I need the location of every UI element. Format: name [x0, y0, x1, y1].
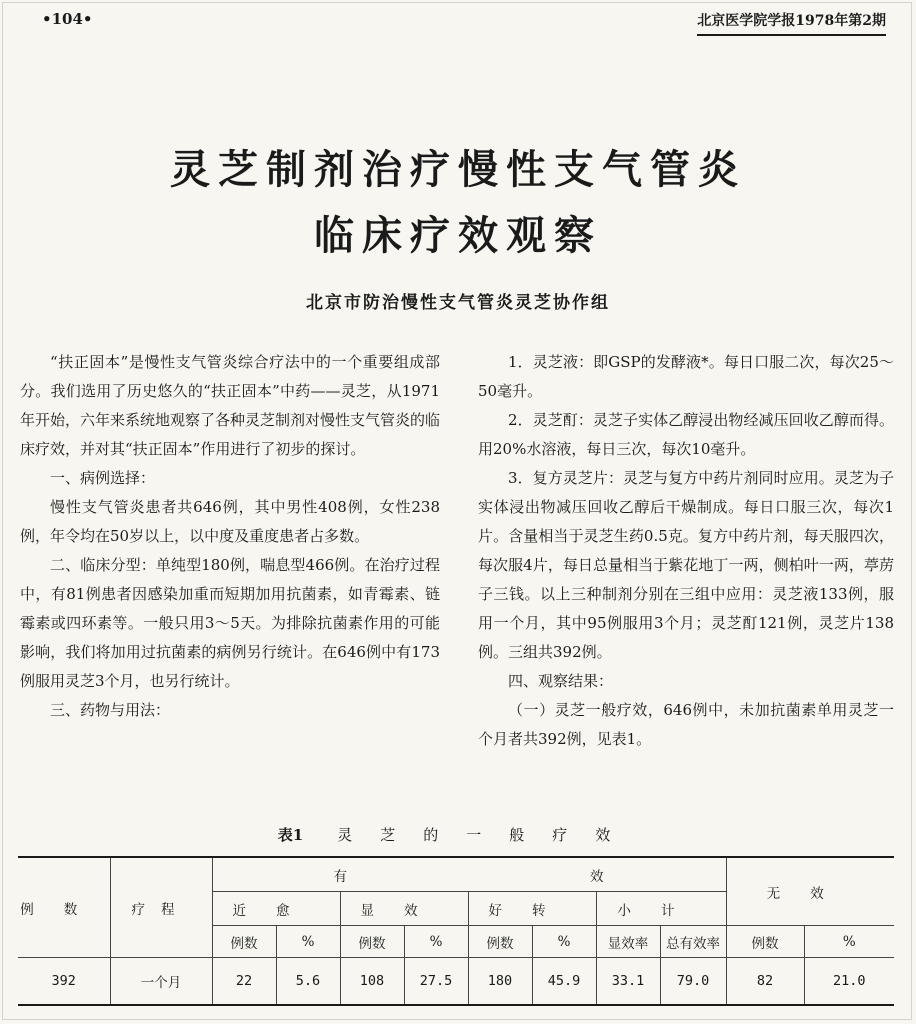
subheader-percent: % — [276, 926, 340, 958]
drug-item-3: 3．复方灵芝片：灵芝与复方中药片剂同时应用。灵芝为子实体浸出物减压回收乙醇后干燥制成。每日口服三次，每次1片。含量相当于灵芝生药0.5克。复方中药片剂，每天服四次，每次服4片，每日总量相当于紫花地丁一两，侧柏叶一两，葶苈子三钱。以上三种制剂分别在三组中应用：灵芝液133例，服用一个月，其中95例服用3个月；灵芝酊121例，灵芝片138例。三组共392例。 — [478, 469, 894, 661]
subheader-count: 例数 — [340, 926, 404, 958]
table-number: 表1 — [277, 826, 304, 844]
header-marked: 显效 — [340, 892, 468, 926]
subheader-total-rate: 总有效率 — [660, 926, 726, 958]
table-row — [18, 958, 894, 1005]
subheader-marked-rate: 显效率 — [596, 926, 660, 958]
intro-paragraph: “扶正固本”是慢性支气管炎综合疗法中的一个重要组成部分。我们选用了历史悠久的“扶正固本”中药——灵芝，从1971年开始，六年来系统地观察了各种灵芝制剂对慢性支气管炎的临床疗效，并对其“扶正固本”作用进行了初步的探讨。 — [20, 353, 441, 458]
page-number: •104• — [42, 10, 93, 28]
subheader-count: 例数 — [726, 926, 804, 958]
case-selection-paragraph: 慢性支气管炎患者共646例，其中男性408例，女性238例，年令均在50岁以上，以中度及重度患者占多数。 — [20, 498, 440, 545]
journal-header: 北京医学院学报1978年第2期 — [697, 10, 886, 36]
header-course: 疗程 — [110, 857, 212, 958]
cell-near-cure-percent: 5.6 — [276, 958, 340, 1005]
cell-marked-percent: 27.5 — [404, 958, 468, 1005]
efficacy-table — [18, 856, 894, 1006]
cell-improved-percent: 45.9 — [532, 958, 596, 1005]
cell-course: 一个月 — [110, 958, 212, 1005]
results-paragraph: （一）灵芝一般疗效，646例中，未加抗菌素单用灵芝一个月者共392例，见表1。 — [478, 701, 894, 748]
subheader-count: 例数 — [212, 926, 276, 958]
subheader-percent: % — [404, 926, 468, 958]
header-near-cure: 近愈 — [212, 892, 340, 926]
cell-total-rate: 79.0 — [660, 958, 726, 1005]
cell-marked-rate: 33.1 — [596, 958, 660, 1005]
article-title-line1: 灵芝制剂治疗慢性支气管炎 — [170, 147, 746, 193]
body-left-column — [20, 348, 440, 725]
cell-cases: 392 — [18, 958, 110, 1005]
cell-near-cure-count: 22 — [212, 958, 276, 1005]
header-improved: 好转 — [468, 892, 596, 926]
section-heading-case-selection: 一、病例选择： — [50, 469, 156, 487]
cell-marked-count: 108 — [340, 958, 404, 1005]
cell-ineffective-count: 82 — [726, 958, 804, 1005]
table-caption — [0, 824, 916, 845]
section-heading-drugs: 三、药物与用法： — [50, 701, 171, 719]
article-title-line2: 临床疗效观察 — [314, 213, 602, 259]
cell-improved-count: 180 — [468, 958, 532, 1005]
header-subtotal: 小计 — [596, 892, 726, 926]
header-cases: 例数 — [18, 857, 110, 958]
body-right-column — [478, 348, 894, 754]
header-effective-left: 有 — [212, 857, 468, 892]
article-author: 北京市防治慢性支气管炎灵芝协作组 — [306, 293, 610, 313]
subheader-percent: % — [532, 926, 596, 958]
header-effective-right: 效 — [468, 857, 726, 892]
clinical-typing-paragraph: 二、临床分型：单纯型180例，喘息型466例。在治疗过程中，有81例患者因感染加重而短期加用抗菌素，如青霉素、链霉素或四环素等。一般只用3～5天。为排除抗菌素作用的可能影响，我们将加用过抗菌素的病例另行统计。在646例中有173例服用灵芝3个月，也另行统计。 — [20, 556, 440, 690]
cell-ineffective-percent: 21.0 — [804, 958, 894, 1005]
drug-item-2: 2．灵芝酊：灵芝子实体乙醇浸出物经减压回收乙醇而得。用20%水溶液，每日三次，每次10毫升。 — [478, 411, 894, 458]
drug-item-1: 1．灵芝液：即GSP的发酵液*。每日口服二次，每次25～50毫升。 — [478, 353, 894, 400]
subheader-percent: % — [804, 926, 894, 958]
header-ineffective: 无效 — [726, 857, 894, 926]
subheader-count: 例数 — [468, 926, 532, 958]
section-heading-results: 四、观察结果： — [508, 672, 614, 690]
table-title: 灵芝的一般疗效 — [337, 826, 639, 844]
